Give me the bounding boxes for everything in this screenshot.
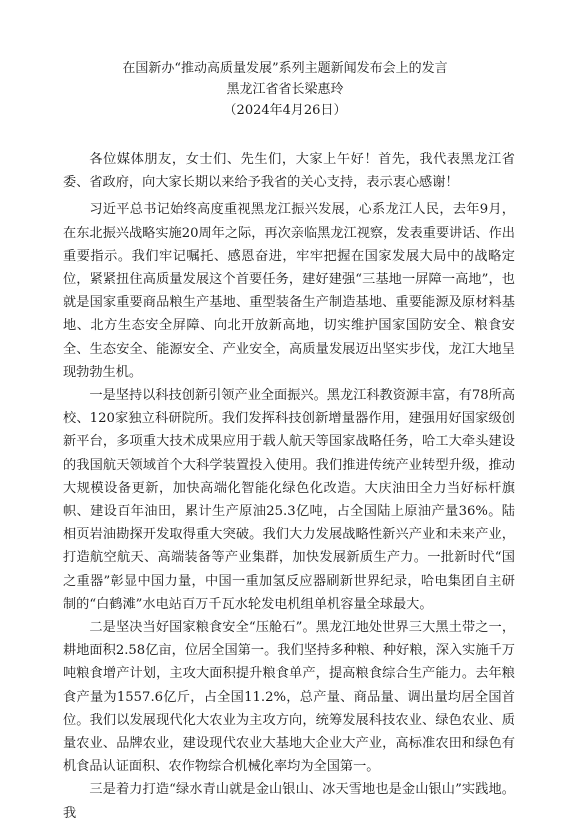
date-line: （2024年4月26日） <box>223 103 347 118</box>
paragraph-text: 黑龙江科教资源丰富，有78所高校、120家独立科研院所。我们发挥科技创新增量器作用，建强用好国家级创新平台，多项重大技术成果应用于载人航天等国家战略任务，哈工大牵头建设的我国航天领域首个大科学装置投入使用。我们推进传统产业转型升级，推动大规模设备更新，加快高端化智能化绿色化改造。大庆油田全力当好标杆旗帜、建设百年油田，累计生产原油25.3亿吨，占全国陆上原油产量36%。陆相页岩油勘探开发取得重大突破。我们大力发展战略性新兴产业和未来产业，打造航空航天、高端装备等产业集群，加快发展新质生产力。一批新时代“国之重器”彰显中国力量，中国一重加氢反应器刷新世界纪录，哈电集团自主研制的“白鹤滩”水电站百万千瓦水轮发电机组单机容量全球最大。 <box>63 388 516 612</box>
paragraph-overview <box>63 198 515 384</box>
paragraph-point-one <box>63 384 515 616</box>
paragraph-lead: 二是坚决当好国家粮食安全“压舱石”。 <box>89 620 316 636</box>
paragraph-text: 黑龙江地处世界三大黑土带之一，耕地面积2.58亿亩，位居全国第一。我们坚持多种粮、种好粮，深入实施千万吨粮食增产计划，主攻大面积提升粮食单产，提高粮食综合生产能力。去年粮食产量为1557.6亿斤，占全国11.2%，总产量、商品量、调出量均居全国首位。我们以发展现代化大农业为主攻方向，统筹发展科技农业、绿色农业、质量农业、品牌农业，建设现代农业大基地大企业大产业，高标准农田和绿色有机食品认证面积、农作物综合机械化率均为全国第一。 <box>63 620 516 775</box>
paragraph-point-two <box>63 616 515 778</box>
paragraph-text: 习近平总书记始终高度重视黑龙江振兴发展，心系龙江人民，去年9月，在东北振兴战略实施20周年之际，再次亲临黑龙江视察，发表重要讲话、作出重要指示。我们牢记嘱托、感恩奋进，牢牢把握在国家发展大局中的战略定位，紧紧扭住高质量发展这个首要任务，建好建强“三基地一屏障一高地”，也就是国家重要商品粮生产基地、重型装备生产制造基地、重要能源及原材料基地、北方生态安全屏障、向北开放新高地，切实维护国家国防安全、粮食安全、生态安全、能源安全、产业安全，高质量发展迈出坚实步伐，龙江大地呈现勃勃生机。 <box>63 202 515 380</box>
document-title: 在国新办“推动高质量发展”系列主题新闻发布会上的发言 <box>122 61 448 76</box>
paragraph-text: 各位媒体朋友，女士们、先生们，大家上午好！首先，我代表黑龙江省委、省政府，向大家长期以来给予我省的关心支持，表示衷心感谢！ <box>63 152 515 191</box>
paragraph-greeting <box>63 148 515 194</box>
speech-body <box>63 148 515 825</box>
speaker-line: 黑龙江省省长梁惠玲 <box>226 82 344 97</box>
paragraph-text: 我 <box>63 805 77 821</box>
document-header <box>0 58 570 121</box>
paragraph-lead: 一是坚持以科技创新引领产业全面振兴。 <box>89 388 327 404</box>
paragraph-point-three <box>63 778 515 824</box>
paragraph-lead: 三是着力打造“绿水青山就是金山银山、冰天雪地也是金山银山”实践地。 <box>89 782 515 798</box>
